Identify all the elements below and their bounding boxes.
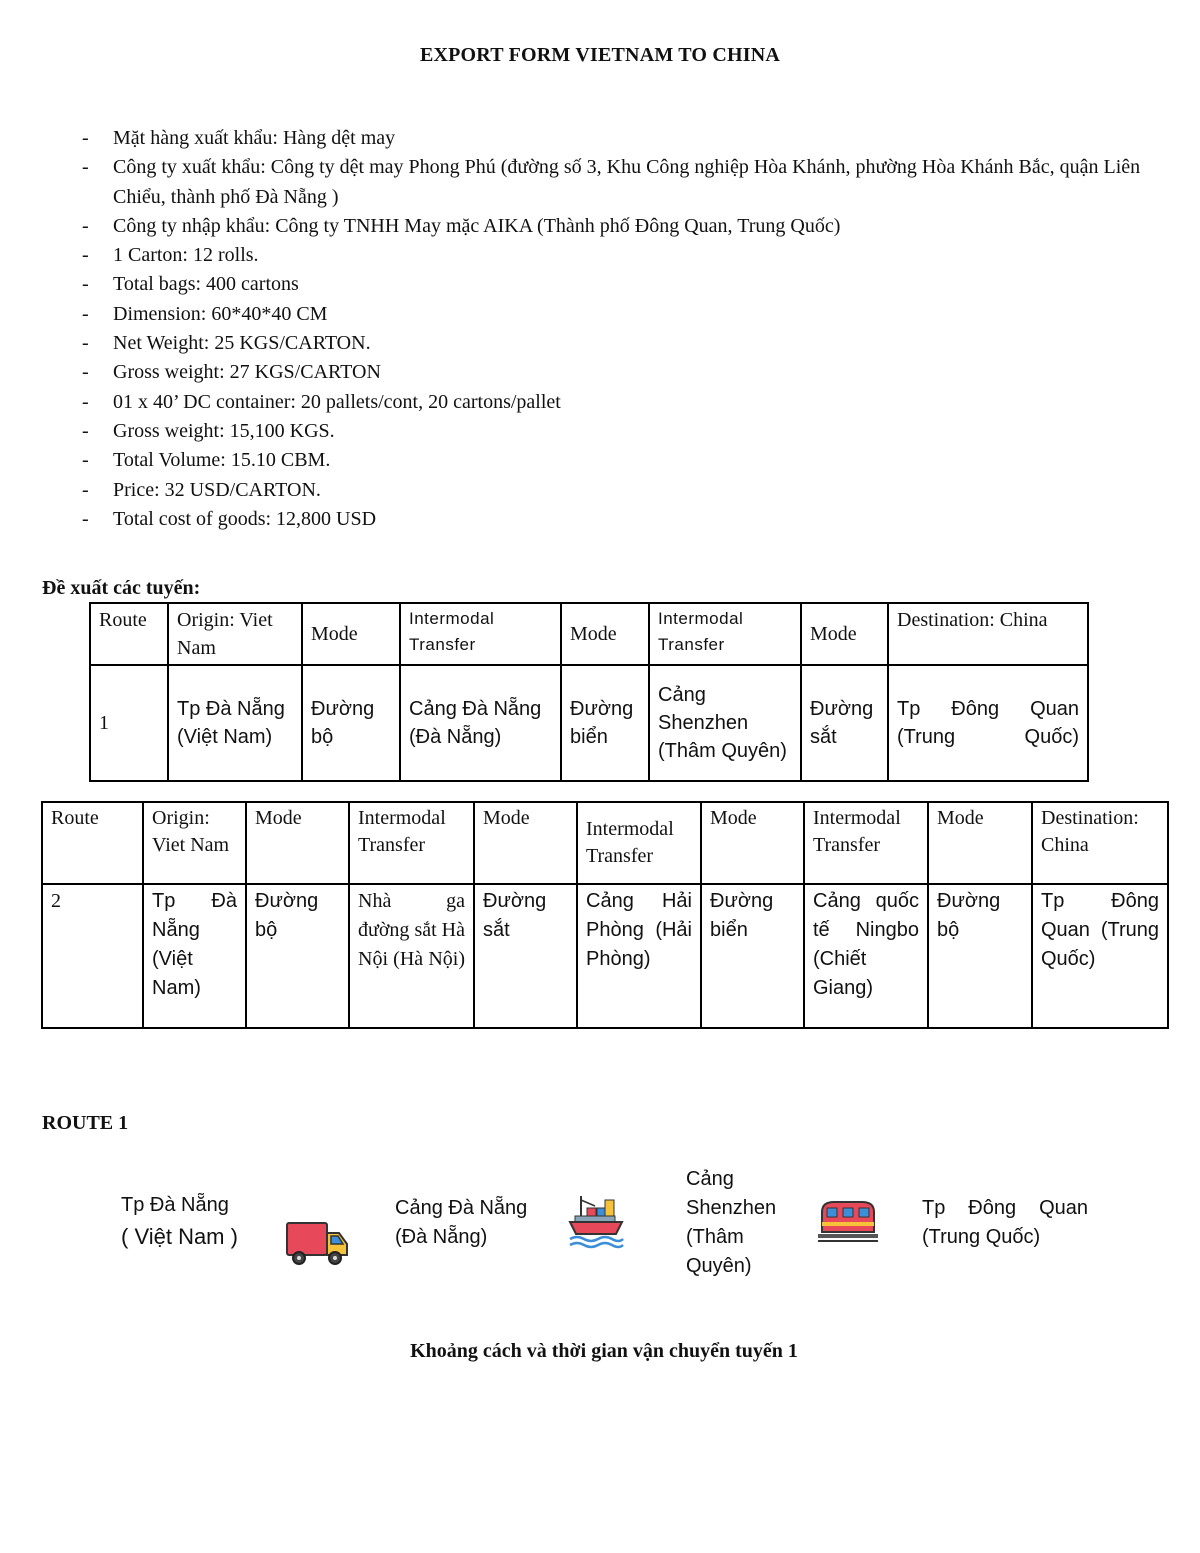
table-cell: Đường biển <box>561 665 649 781</box>
shipment-details-list <box>82 124 1142 534</box>
list-item: - Dimension: 60*40*40 CM <box>82 300 1142 329</box>
route-2-table <box>41 801 1169 1029</box>
header-cell: Intermodal Transfer <box>804 802 928 884</box>
list-item: - Gross weight: 15,100 KGS. <box>82 417 1142 446</box>
header-cell: Mode <box>928 802 1032 884</box>
header-cell: Origin: Viet Nam <box>143 802 246 884</box>
stop-sub: ( Việt Nam ) <box>121 1224 238 1249</box>
table-cell: Cảng Shenzhen (Thâm Quyên) <box>649 665 801 781</box>
table-cell: Đường bộ <box>302 665 400 781</box>
stop-name: Tp Đà Nẵng <box>121 1194 229 1216</box>
header-cell: Mode <box>302 603 400 665</box>
table-cell: Đường sắt <box>801 665 888 781</box>
list-item: - Gross weight: 27 KGS/CARTON <box>82 358 1142 387</box>
table-cell: Cảng Đà Nẵng (Đà Nẵng) <box>400 665 561 781</box>
table-row <box>90 665 1088 781</box>
table-cell: Cảng Hải Phòng (Hải Phòng) <box>577 884 701 1028</box>
train-icon <box>816 1198 880 1244</box>
list-item: - Total Volume: 15.10 CBM. <box>82 446 1142 475</box>
stop-name: Cảng Shenzhen <box>686 1168 777 1219</box>
header-cell: Intermodal Transfer <box>577 802 701 884</box>
stop-name: Cảng Đà Nẵng <box>395 1197 528 1219</box>
header-cell: Route <box>42 802 143 884</box>
list-item: - Total cost of goods: 12,800 USD <box>82 505 1142 534</box>
header-cell: Intermodal Transfer <box>649 603 801 665</box>
list-item: - 01 x 40’ DC container: 20 pallets/cont, 20 cartons/pallet <box>82 388 1142 417</box>
table-cell: Tp Đà Nẵng (Việt Nam) <box>168 665 302 781</box>
table-cell: Đường biển <box>701 884 804 1028</box>
list-item: - Total bags: 400 cartons <box>82 270 1142 299</box>
list-item: - Price: 32 USD/CARTON. <box>82 476 1142 505</box>
table-cell: Nhà ga đường sắt Hà Nội (Hà Nội) <box>349 884 474 1028</box>
route-stop-origin <box>121 1191 271 1251</box>
table-cell: Tp Đông Quan (Trung Quốc) <box>888 665 1088 781</box>
distance-time-heading: Khoảng cách và thời gian vận chuyển tuyến 1 <box>410 1340 798 1362</box>
route-stop-transfer-2 <box>686 1165 796 1281</box>
table-cell: 1 <box>90 665 168 781</box>
header-cell: Mode <box>474 802 577 884</box>
header-cell: Intermodal Transfer <box>400 603 561 665</box>
table-cell: Đường bộ <box>246 884 349 1028</box>
table-cell: Cảng quốc tế Ningbo (Chiết Giang) <box>804 884 928 1028</box>
list-item: - 1 Carton: 12 rolls. <box>82 241 1142 270</box>
header-cell: Origin: Viet Nam <box>168 603 302 665</box>
truck-icon <box>285 1218 351 1268</box>
stop-sub: (Trung Quốc) <box>922 1226 1041 1248</box>
stop-sub: (Đà Nẵng) <box>395 1226 488 1248</box>
list-item: - Công ty xuất khẩu: Công ty dệt may Phong Phú (đường số 3, Khu Công nghiệp Hòa Khánh, phường Hòa Khánh Bắc, quận Liên Chiểu, thành phố Đà Nẵng ) <box>82 153 1142 212</box>
route-1-label: ROUTE 1 <box>42 1112 129 1134</box>
table-cell: Đường sắt <box>474 884 577 1028</box>
list-item: - Mặt hàng xuất khẩu: Hàng dệt may <box>82 124 1142 153</box>
header-cell: Intermodal Transfer <box>349 802 474 884</box>
routes-section-title: Đề xuất các tuyến: <box>42 577 201 599</box>
stop-name: Tp Đông Quan <box>922 1197 1088 1219</box>
table-header-row <box>90 603 1088 665</box>
table-cell: Đường bộ <box>928 884 1032 1028</box>
stop-sub: (Thâm Quyên) <box>686 1226 752 1277</box>
header-cell: Mode <box>561 603 649 665</box>
route-stop-transfer-1 <box>395 1194 545 1252</box>
list-item: - Công ty nhập khẩu: Công ty TNHH May mặc AIKA (Thành phố Đông Quan, Trung Quốc) <box>82 212 1142 241</box>
header-cell: Destination: China <box>1032 802 1168 884</box>
route-1-table <box>89 602 1089 782</box>
cargo-ship-icon <box>567 1192 625 1250</box>
list-item: - Net Weight: 25 KGS/CARTON. <box>82 329 1142 358</box>
header-cell: Destination: China <box>888 603 1088 665</box>
header-cell: Mode <box>801 603 888 665</box>
page-title: EXPORT FORM VIETNAM TO CHINA <box>419 44 781 66</box>
header-cell: Mode <box>246 802 349 884</box>
table-cell: Tp Đà Nẵng (Việt Nam) <box>143 884 246 1028</box>
route-stop-destination <box>922 1194 1088 1252</box>
table-header-row <box>42 802 1168 884</box>
table-cell: 2 <box>42 884 143 1028</box>
header-cell: Mode <box>701 802 804 884</box>
header-cell: Route <box>90 603 168 665</box>
table-row <box>42 884 1168 1028</box>
table-cell: Tp Đông Quan (Trung Quốc) <box>1032 884 1168 1028</box>
